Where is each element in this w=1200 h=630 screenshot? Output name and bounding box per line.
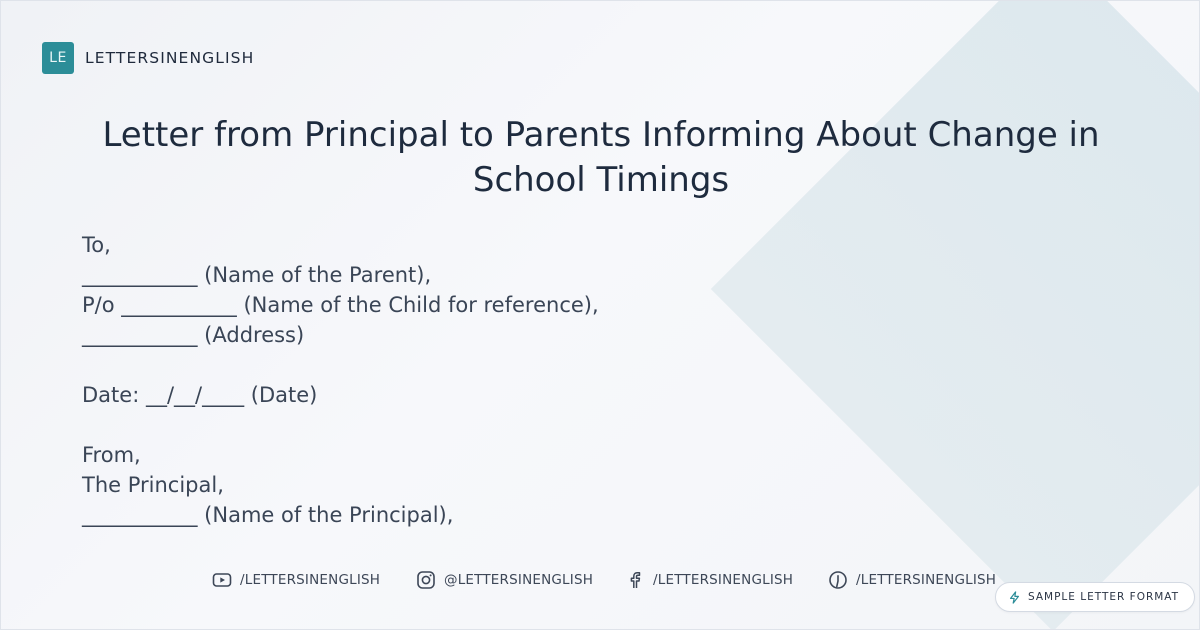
brand-name: LETTERSINENGLISH [85,49,255,67]
social-facebook[interactable] [625,568,793,592]
letter-date: Date: __/__/____ (Date) [82,383,318,407]
youtube-icon [212,570,232,590]
spacer [82,350,599,380]
page-title: Letter from Principal to Parents Informing About Change in School Timings [102,115,1100,200]
letter-to: To, [82,233,111,257]
spacer [82,410,599,440]
letter-body [82,230,599,530]
letter-address: ___________ (Address) [82,323,305,347]
social-pinterest[interactable] [828,568,996,592]
pinterest-icon [828,570,848,590]
social-instagram[interactable] [416,568,593,592]
pinterest-label: /LETTERSINENGLISH [856,572,997,588]
brand[interactable] [42,42,254,74]
brand-logo: LE [42,42,74,74]
instagram-icon [416,570,436,590]
badge-label: SAMPLE LETTER FORMAT [1028,591,1180,603]
letter-principal-name: ___________ (Name of the Principal), [82,503,454,527]
decorative-diamond [711,0,1200,630]
facebook-label: /LETTERSINENGLISH [653,572,794,588]
facebook-icon [625,570,645,590]
youtube-label: /LETTERSINENGLISH [240,572,381,588]
letter-child-ref: P/o ___________ (Name of the Child for reference), [82,293,599,317]
letter-from: From, [82,443,141,467]
letter-parent-name: ___________ (Name of the Parent), [82,263,432,287]
social-youtube[interactable] [212,568,380,592]
instagram-label: @LETTERSINENGLISH [444,572,594,588]
sample-format-badge [995,582,1195,612]
letter-principal: The Principal, [82,473,224,497]
lightning-icon [1008,591,1021,604]
